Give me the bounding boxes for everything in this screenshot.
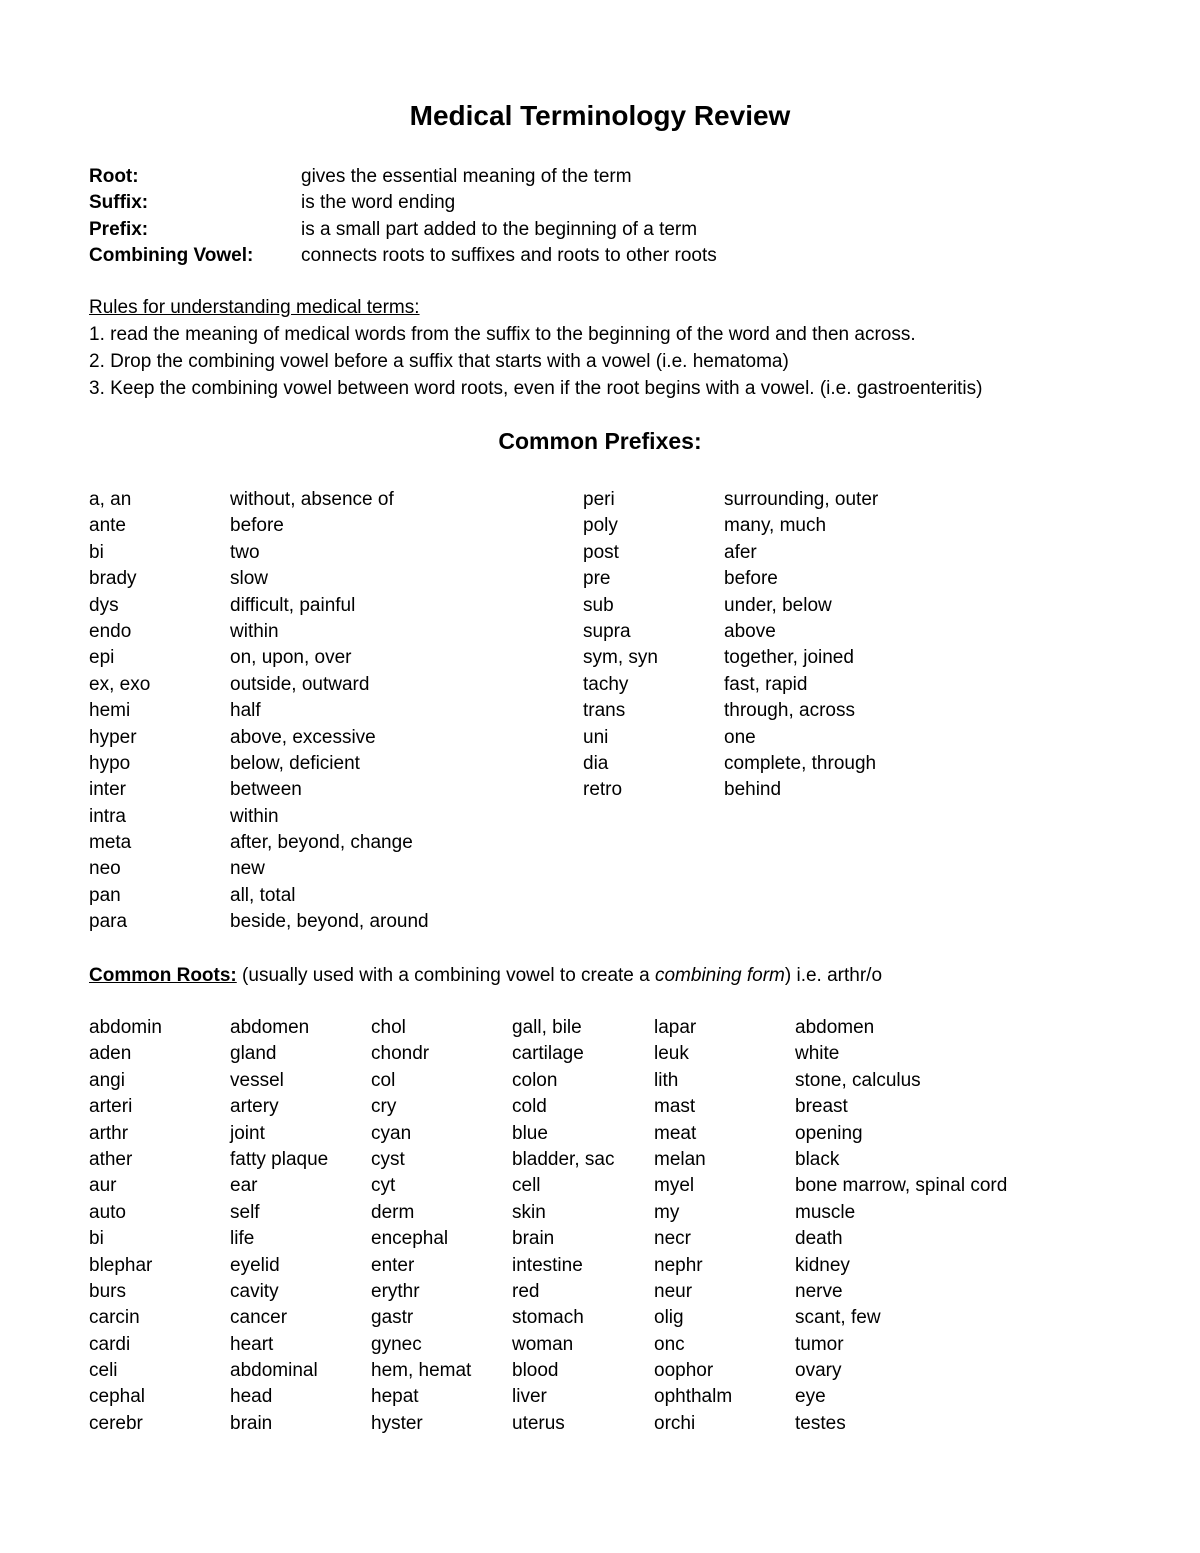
prefix-term: endo xyxy=(89,620,132,642)
root-term: melan xyxy=(654,1148,706,1170)
prefix-meaning: two xyxy=(230,541,260,563)
root-meaning: breast xyxy=(795,1096,848,1118)
roots-heading-text-end: ) i.e. arthr/o xyxy=(784,965,883,986)
root-term: lapar xyxy=(654,1017,697,1038)
prefix-term: intra xyxy=(89,805,126,827)
root-term: ather xyxy=(89,1148,133,1170)
root-terms-col3 xyxy=(654,1015,732,1437)
root-term: hepat xyxy=(371,1386,419,1408)
root-term: angi xyxy=(89,1069,125,1091)
root-term: auto xyxy=(89,1201,126,1223)
root-meaning: cell xyxy=(512,1175,541,1197)
root-meaning: abdominal xyxy=(230,1360,318,1382)
root-term: blephar xyxy=(89,1254,153,1276)
root-term: olig xyxy=(654,1307,684,1329)
prefix-terms-right xyxy=(583,487,658,804)
root-term: arteri xyxy=(89,1096,133,1118)
definition-term: Combining Vowel: xyxy=(89,245,254,266)
root-term: gynec xyxy=(371,1333,422,1355)
root-term: aden xyxy=(89,1043,132,1065)
root-term: cyan xyxy=(371,1122,412,1144)
root-term: abdomin xyxy=(89,1017,162,1038)
prefix-term: ante xyxy=(89,515,126,537)
prefix-term: para xyxy=(89,911,128,933)
root-meaning: ear xyxy=(230,1175,258,1197)
prefix-meaning: surrounding, outer xyxy=(724,489,879,510)
prefix-term: dia xyxy=(583,752,609,774)
prefix-term: inter xyxy=(89,779,126,801)
root-meaning: black xyxy=(795,1148,840,1170)
prefix-meaning: fast, rapid xyxy=(724,673,808,695)
prefix-meaning: slow xyxy=(230,568,269,590)
root-meaning: cancer xyxy=(230,1307,288,1329)
prefix-term: brady xyxy=(89,568,137,590)
root-meaning: joint xyxy=(230,1122,265,1144)
root-term: oophor xyxy=(654,1360,714,1382)
root-term: gastr xyxy=(371,1307,414,1329)
prefix-term: hemi xyxy=(89,700,131,722)
root-meaning: abdomen xyxy=(230,1017,310,1038)
roots-heading-italic: combining form xyxy=(654,965,785,986)
prefix-term: hyper xyxy=(89,726,137,748)
prefix-term: poly xyxy=(583,515,618,537)
prefix-meaning: complete, through xyxy=(724,752,877,774)
root-term: enter xyxy=(371,1254,415,1276)
prefix-meaning: through, across xyxy=(724,700,855,722)
prefix-meaning: between xyxy=(230,779,302,801)
root-meaning: cartilage xyxy=(512,1043,584,1065)
prefix-term: dys xyxy=(89,594,119,616)
root-meaning: abdomen xyxy=(795,1017,875,1038)
prefix-meaning: half xyxy=(230,700,261,722)
prefix-meaning: afer xyxy=(724,541,757,563)
prefix-term: epi xyxy=(89,647,115,669)
root-meaning: intestine xyxy=(512,1254,583,1276)
root-meaning: death xyxy=(795,1228,843,1250)
rule-item: 2. Drop the combining vowel before a suffix that starts with a vowel (i.e. hematoma) xyxy=(89,351,789,372)
root-meaning: tumor xyxy=(795,1333,844,1355)
root-meaning: life xyxy=(230,1228,255,1250)
definition-term: Root: xyxy=(89,166,139,187)
root-meaning: head xyxy=(230,1386,273,1408)
root-term: leuk xyxy=(654,1043,689,1065)
root-term: arthr xyxy=(89,1122,129,1144)
definition-text: is the word ending xyxy=(301,192,456,213)
prefix-meaning: difficult, painful xyxy=(230,594,356,616)
root-meaning: white xyxy=(795,1043,840,1065)
root-meaning: cavity xyxy=(230,1280,279,1302)
root-meaning: cold xyxy=(512,1096,547,1118)
root-term: bi xyxy=(89,1228,104,1250)
definition-text: gives the essential meaning of the term xyxy=(301,166,632,187)
prefix-meaning: below, deficient xyxy=(230,752,360,774)
definition-text: is a small part added to the beginning of a term xyxy=(301,219,698,240)
root-term: derm xyxy=(371,1201,415,1223)
prefix-term: pre xyxy=(583,568,611,590)
root-terms-col2 xyxy=(371,1015,471,1437)
root-meaning: heart xyxy=(230,1333,274,1355)
root-term: cyst xyxy=(371,1148,405,1170)
page-title: Medical Terminology Review xyxy=(409,100,791,131)
prefix-terms-left xyxy=(89,487,150,936)
prefix-meaning: on, upon, over xyxy=(230,647,352,669)
rule-item: 3. Keep the combining vowel between word roots, even if the root begins with a vowel. (i.e. gastroenteritis) xyxy=(89,378,983,399)
root-meaning: eye xyxy=(795,1386,826,1408)
prefix-term: neo xyxy=(89,858,121,880)
root-meaning: stomach xyxy=(512,1307,584,1329)
prefix-meaning: many, much xyxy=(724,515,827,537)
root-term: mast xyxy=(654,1096,696,1118)
root-meaning: uterus xyxy=(512,1412,565,1434)
prefix-meaning: together, joined xyxy=(724,647,854,669)
root-meanings-col1 xyxy=(230,1015,328,1437)
root-meaning: blue xyxy=(512,1122,548,1144)
root-term: neur xyxy=(654,1280,693,1302)
root-meaning: nerve xyxy=(795,1280,843,1302)
root-term: orchi xyxy=(654,1412,696,1434)
prefix-term: tachy xyxy=(583,673,629,695)
root-meaning: bladder, sac xyxy=(512,1148,615,1170)
roots-heading-label: Common Roots: xyxy=(89,965,237,986)
prefix-term: trans xyxy=(583,700,626,722)
prefix-meaning: all, total xyxy=(230,884,296,906)
root-term: cardi xyxy=(89,1333,131,1355)
root-meaning: opening xyxy=(795,1122,863,1144)
root-meaning: bone marrow, spinal cord xyxy=(795,1175,1008,1197)
root-term: col xyxy=(371,1069,396,1091)
prefix-term: bi xyxy=(89,541,104,563)
prefix-meanings-right xyxy=(724,487,878,804)
root-term: cephal xyxy=(89,1386,145,1408)
root-meaning: colon xyxy=(512,1069,558,1091)
root-term: encephal xyxy=(371,1228,449,1250)
prefix-term: peri xyxy=(583,489,615,510)
prefix-meaning: under, below xyxy=(724,594,832,616)
root-meaning: gland xyxy=(230,1043,277,1065)
roots-heading-text: (usually used with a combining vowel to create a xyxy=(236,965,655,986)
root-term: cry xyxy=(371,1096,397,1118)
prefix-meaning: above xyxy=(724,620,776,642)
prefix-meaning: above, excessive xyxy=(230,726,376,748)
roots-heading xyxy=(89,963,882,989)
root-term: erythr xyxy=(371,1280,420,1302)
prefix-term: ex, exo xyxy=(89,673,151,695)
prefix-meaning: without, absence of xyxy=(230,489,394,510)
prefix-term: hypo xyxy=(89,752,131,774)
root-meaning: vessel xyxy=(230,1069,284,1091)
prefix-meaning: behind xyxy=(724,779,782,801)
root-meaning: self xyxy=(230,1201,260,1223)
prefix-meaning: before xyxy=(230,515,284,537)
root-term: meat xyxy=(654,1122,697,1144)
rule-item: 1. read the meaning of medical words from the suffix to the beginning of the word and then across. xyxy=(89,324,916,345)
root-meaning: artery xyxy=(230,1096,279,1118)
prefix-meaning: outside, outward xyxy=(230,673,370,695)
root-meaning: red xyxy=(512,1280,540,1302)
definition-text: connects roots to suffixes and roots to other roots xyxy=(301,245,717,266)
root-term: chondr xyxy=(371,1043,430,1065)
root-term: nephr xyxy=(654,1254,703,1276)
root-meanings-col3 xyxy=(795,1015,1007,1437)
root-meaning: muscle xyxy=(795,1201,856,1223)
root-meaning: skin xyxy=(512,1201,546,1223)
root-term: burs xyxy=(89,1280,126,1302)
prefix-meanings-left xyxy=(230,487,429,936)
root-term: lith xyxy=(654,1069,679,1091)
prefix-meaning: after, beyond, change xyxy=(230,832,413,854)
prefix-meaning: within xyxy=(230,805,279,827)
prefix-term: uni xyxy=(583,726,609,748)
root-meaning: kidney xyxy=(795,1254,850,1276)
root-terms-col1 xyxy=(89,1015,162,1437)
root-meaning: scant, few xyxy=(795,1307,881,1329)
root-meaning: gall, bile xyxy=(512,1017,582,1038)
root-term: aur xyxy=(89,1175,117,1197)
root-term: celi xyxy=(89,1360,118,1382)
prefix-meaning: before xyxy=(724,568,778,590)
root-meaning: liver xyxy=(512,1386,547,1408)
root-meaning: brain xyxy=(230,1412,273,1434)
prefix-meaning: new xyxy=(230,858,265,880)
root-term: ophthalm xyxy=(654,1386,733,1408)
root-term: my xyxy=(654,1201,680,1223)
root-term: chol xyxy=(371,1017,406,1038)
definition-term: Suffix: xyxy=(89,192,149,213)
prefix-term: retro xyxy=(583,779,623,801)
root-term: cerebr xyxy=(89,1412,143,1434)
root-meaning: fatty plaque xyxy=(230,1148,329,1170)
root-term: carcin xyxy=(89,1307,140,1329)
root-meaning: ovary xyxy=(795,1360,842,1382)
root-meaning: stone, calculus xyxy=(795,1069,921,1091)
root-meaning: testes xyxy=(795,1412,846,1434)
root-term: onc xyxy=(654,1333,685,1355)
prefix-term: sym, syn xyxy=(583,647,658,669)
root-meaning: eyelid xyxy=(230,1254,280,1276)
root-term: myel xyxy=(654,1175,695,1197)
root-meaning: blood xyxy=(512,1360,559,1382)
root-term: hyster xyxy=(371,1412,423,1434)
rules-heading: Rules for understanding medical terms: xyxy=(89,297,420,318)
prefix-term: supra xyxy=(583,620,631,642)
root-meaning: woman xyxy=(512,1333,574,1355)
root-meanings-col2 xyxy=(512,1015,614,1437)
prefix-meaning: beside, beyond, around xyxy=(230,911,429,933)
prefix-meaning: within xyxy=(230,620,279,642)
root-term: necr xyxy=(654,1228,691,1250)
prefix-term: a, an xyxy=(89,489,132,510)
prefix-term: sub xyxy=(583,594,614,616)
prefix-term: meta xyxy=(89,832,132,854)
prefix-term: pan xyxy=(89,884,121,906)
definition-term: Prefix: xyxy=(89,219,149,240)
prefixes-heading: Common Prefixes: xyxy=(498,428,702,454)
prefix-term: post xyxy=(583,541,619,563)
root-term: cyt xyxy=(371,1175,396,1197)
root-term: hem, hemat xyxy=(371,1360,472,1382)
prefix-meaning: one xyxy=(724,726,756,748)
root-meaning: brain xyxy=(512,1228,555,1250)
